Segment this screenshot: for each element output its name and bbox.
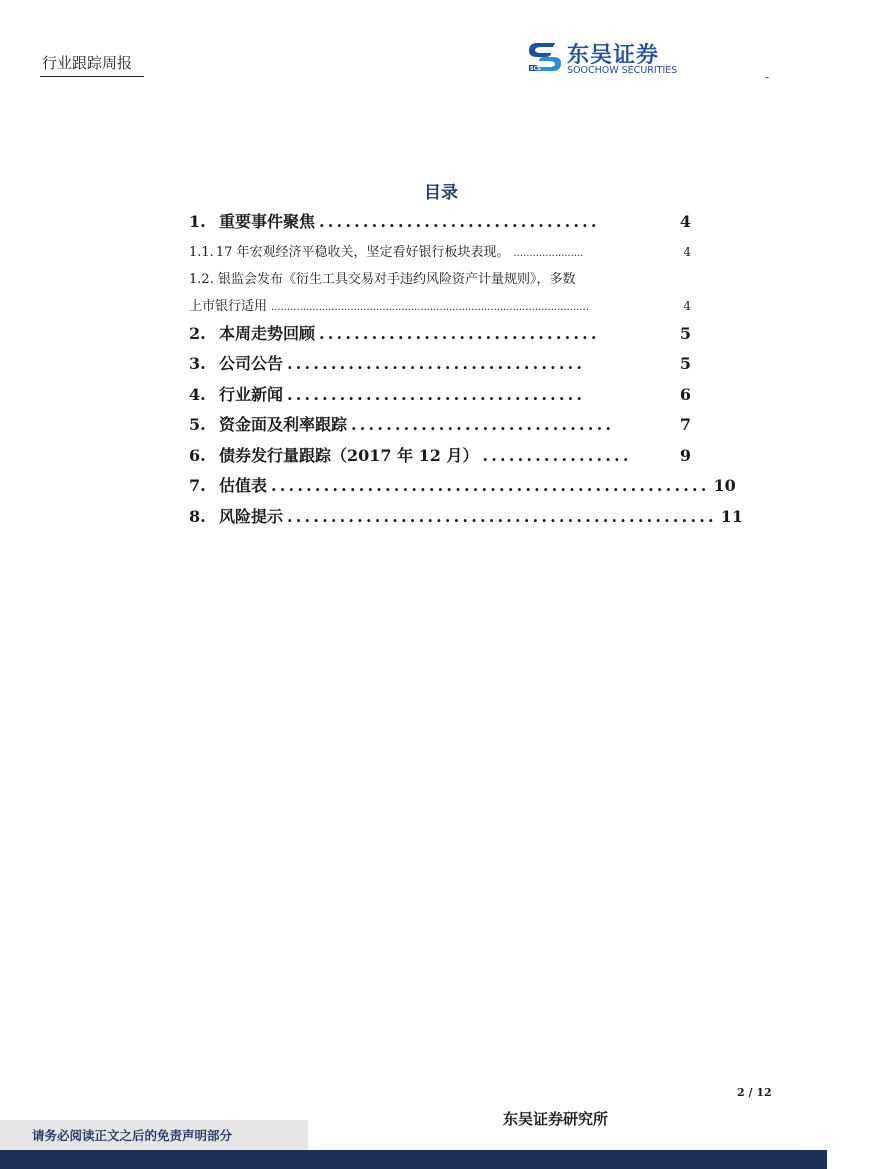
toc-entry-number: 5.: [189, 415, 206, 434]
toc-entry-title-line2: 上市银行适用: [189, 298, 268, 314]
toc-entry-title: 估值表: [219, 476, 268, 495]
toc-entry-number: 1.2.: [189, 271, 214, 287]
page-number: 2 / 12: [737, 1086, 772, 1099]
logo-mark-icon: [527, 39, 563, 75]
toc-entry-number: 7.: [189, 476, 206, 495]
toc-entry-number: 1.: [189, 212, 206, 231]
toc-leader: .................: [482, 445, 632, 465]
toc-entry-title-line1: 银监会发布《衍生工具交易对手违约风险资产计量规则》，多数: [217, 271, 576, 287]
toc-entry-5[interactable]: [189, 411, 691, 442]
toc-entry-page: 5: [679, 323, 691, 343]
toc-entry-8[interactable]: [189, 503, 744, 534]
toc-leader: .................................................: [287, 506, 717, 526]
toc-leader: ......................: [513, 247, 584, 259]
toc-leader: ..................................: [287, 384, 586, 404]
disclaimer-bar: [0, 1120, 308, 1150]
toc-entry-number: 3.: [189, 354, 206, 373]
toc-entry-2[interactable]: [189, 320, 691, 351]
svg-text:SCS: SCS: [530, 66, 541, 72]
toc-entry-page: 4: [683, 244, 691, 259]
institute-name: 东吴证券研究所: [503, 1110, 609, 1128]
toc-entry-page: 7: [679, 415, 691, 434]
logo-english-name: SOOCHOW SECURITIES: [567, 65, 678, 76]
toc-entry-number: 1.1.: [189, 244, 214, 260]
toc-leader: ..................................................: [271, 476, 710, 495]
toc-entry-page: 10: [713, 476, 736, 495]
toc-entry-page: 6: [679, 384, 691, 404]
toc-entry-page: 9: [679, 445, 691, 465]
toc-leader: ..................................: [287, 354, 586, 373]
toc-leader: ....................................................................................................: [271, 301, 589, 313]
toc-entry-number: 8.: [189, 506, 206, 526]
toc-entry-page: 5: [679, 354, 691, 373]
toc-entry-1-2[interactable]: [189, 266, 691, 320]
company-logo: [527, 38, 697, 78]
toc-entry-title: 债券发行量跟踪（2017 年 12 月）: [219, 445, 479, 465]
disclaimer-text: 请务必阅读正文之后的免责声明部分: [32, 1128, 233, 1143]
toc-entry-4[interactable]: [189, 381, 691, 412]
toc-entry-number: 2.: [189, 323, 206, 343]
table-of-contents: [189, 208, 744, 533]
toc-entry-page: 4: [679, 212, 691, 231]
toc-leader: ................................: [319, 212, 600, 231]
logo-chinese-name: 东吴证券: [567, 43, 660, 68]
toc-entry-3[interactable]: [189, 350, 691, 381]
toc-entry-page: 11: [720, 506, 744, 526]
toc-leader: ..............................: [351, 415, 615, 434]
header-underline: [40, 76, 144, 77]
toc-entry-1-1[interactable]: [189, 239, 691, 266]
corner-mark: -: [765, 70, 770, 84]
toc-entry-title: 资金面及利率跟踪: [219, 415, 348, 434]
toc-entry-title: 本周走势回顾: [219, 323, 316, 343]
toc-title: 目录: [424, 183, 458, 203]
toc-entry-number: 4.: [189, 384, 206, 404]
report-type-label: 行业跟踪周报: [42, 54, 133, 72]
toc-entry-6[interactable]: [189, 442, 691, 473]
toc-entry-title: 公司公告: [219, 354, 284, 373]
toc-entry-7[interactable]: [189, 472, 736, 503]
toc-entry-number: 6.: [189, 445, 206, 465]
toc-entry-title: 17 年宏观经济平稳收关，坚定看好银行板块表现。: [215, 244, 510, 260]
toc-entry-1[interactable]: [189, 208, 691, 239]
toc-leader: ................................: [319, 323, 600, 343]
toc-entry-title: 行业新闻: [219, 384, 284, 404]
toc-entry-title: 风险提示: [219, 506, 284, 526]
toc-entry-page: 4: [683, 298, 691, 313]
toc-entry-title: 重要事件聚焦: [219, 212, 316, 231]
footer-band: [0, 1150, 827, 1169]
